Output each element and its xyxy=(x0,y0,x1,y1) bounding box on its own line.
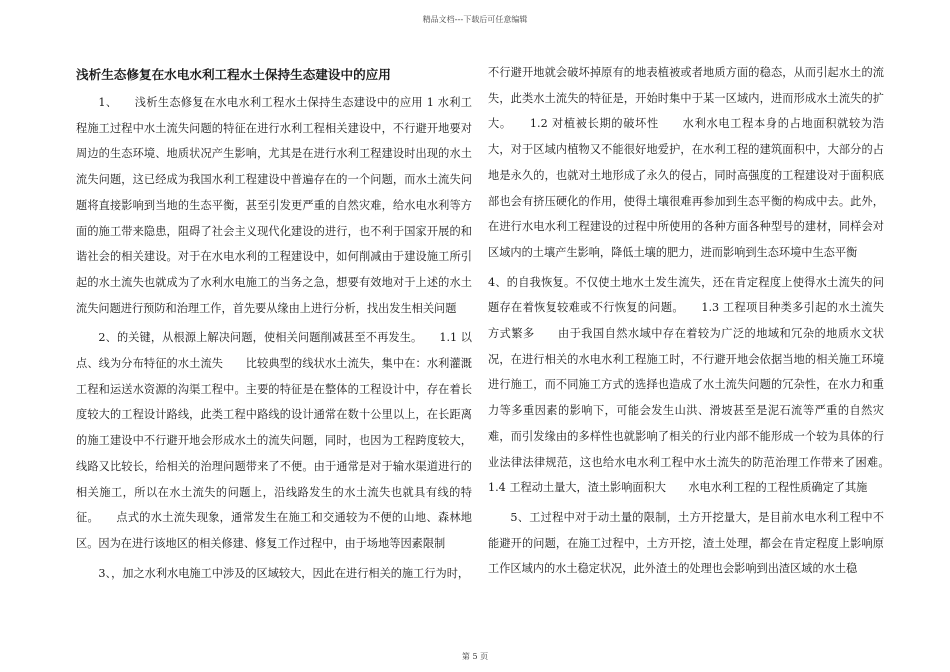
page-header: 精品文档---下载后可任意编辑 xyxy=(422,15,528,24)
article-title: 浅析生态修复在水电水利工程水土保持生态建设中的应用 xyxy=(76,67,391,82)
right-column xyxy=(488,60,907,582)
paragraph-5: 5、工过程中对于动土量的限制，土方开挖量大，是目前水电水利工程中不能避开的问题，在施工过程中，土方开挖，渣土处理，都会在肯定程度上影响原工作区域内的水土稳定状况，此外渣土的处理也会影响到出渣区域的水土稳 xyxy=(488,510,884,576)
paragraph-1: 1、 浅析生态修复在水电水利工程水土保持生态建设中的应用 1 水利工程施工过程中水土流失问题的特征在进行水利工程相关建设中，不行避开地要对周边的生态环境、地质状况产生影响，尤其是在进行水利工程建设时出现的水土流失问题，这已经成为我国水利工程建设中普遍存在的一个问题，而水土流失问题将直接影响到当地的生态平衡，甚至引发更严重的自然灾难，给水电水利等方面的施工带来隐患，阻碍了社会主义现代化建设的进行，也不利于国家开展的和谐社会的相关建设。对于在水电水利的工程建设中，如何削减由于建设施工所引起的水土流失也就成为了水利水电施工的当务之急，想要有效地对于上述的水土流失问题进行预防和治理工作，首先要从缘由上进行分析，找出发生相关问题 xyxy=(76,96,472,315)
paragraph-2: 2、的关键，从根源上解决问题，使相关问题削减甚至不再发生。 1.1 以点、线为分布特征的水土流失 比较典型的线状水土流失，集中在：水利灌溉工程和运送水资源的沟渠工程中。主要的特征是在整体的工程设计中，存在着长度较大的工程设计路线，此类工程中路线的设计通常在数十公里以上，在长距离的施工建设中不行避开地会形成水土的流失问题，同时，也因为工程跨度较大，线路又比较长，给相关的治理问题带来了不便。由于通常是对于输水渠道进行的相关施工，所以在水土流失的问题上，沿线路发生的水土流失也就具有线的特征。 点式的水土流失现象，通常发生在施工和交通较为不便的山地、森林地区。因为在进行该地区的相关修建、修复工作过程中，由于场地等因素限制 xyxy=(76,331,472,550)
paragraph-3: 3、，加之水利水电施工中涉及的区域较大，因此在进行相关的施工行为时， xyxy=(98,566,470,580)
paragraph-3-continued: 不行避开地就会破坏掉原有的地表植被或者地质方面的稳态，从而引起水土的流失，此类水土流失的特征是，开始时集中于某一区域内，进而形成水土流失的扩大。 1.2 对植被长期的破坏性 水利水电工程本身的占地面积就较为浩大，对于区域内植物又不能很好地爱护，在水利工程的建筑面积中，大部分的占地是永久的，也就对土地形成了永久的侵占，同时高强度的工程建设对于面积底部也会有挤压硬化的作用，使得土壤很难再参加到生态平衡的构成中去。此外，在进行水电水利工程建设的过程中所使用的各种方面各种型号的建材，同样会对区域内的土壤产生影响，降低土壤的肥力，进而影响到生态环境中生态平衡 xyxy=(488,66,884,259)
page-footer: 第 5 页 xyxy=(461,652,489,661)
left-column xyxy=(76,60,472,586)
paragraph-4: 4、的自我恢复。不仅使土地水土发生流失，还在肯定程度上使得水土流失的问题存在着恢复较难或不行恢复的问题。 1.3 工程项目种类多引起的水土流失方式繁多 由于我国自然水域中存在着较为广泛的地域和冗杂的地质水文状况，在进行相关的水电水利工程施工时，不行避开地会依据当地的相关施工环境进行施工，而不同施工方式的选择也造成了水土流失问题的冗杂性，在水力和重力等多重因素的影响下，可能会发生山洪、滑坡甚至是泥石流等严重的自然灾难，而引发缘由的多样性也就影响了相关的行业内部不能形成一个较为具体的行业法律法律规范，这也给水电水利工程中水土流失的防范治理工作带来了困难。 1.4 工程动土量大，渣土影响面积大 水电水利工程的工程性质确定了其施 xyxy=(488,275,907,495)
